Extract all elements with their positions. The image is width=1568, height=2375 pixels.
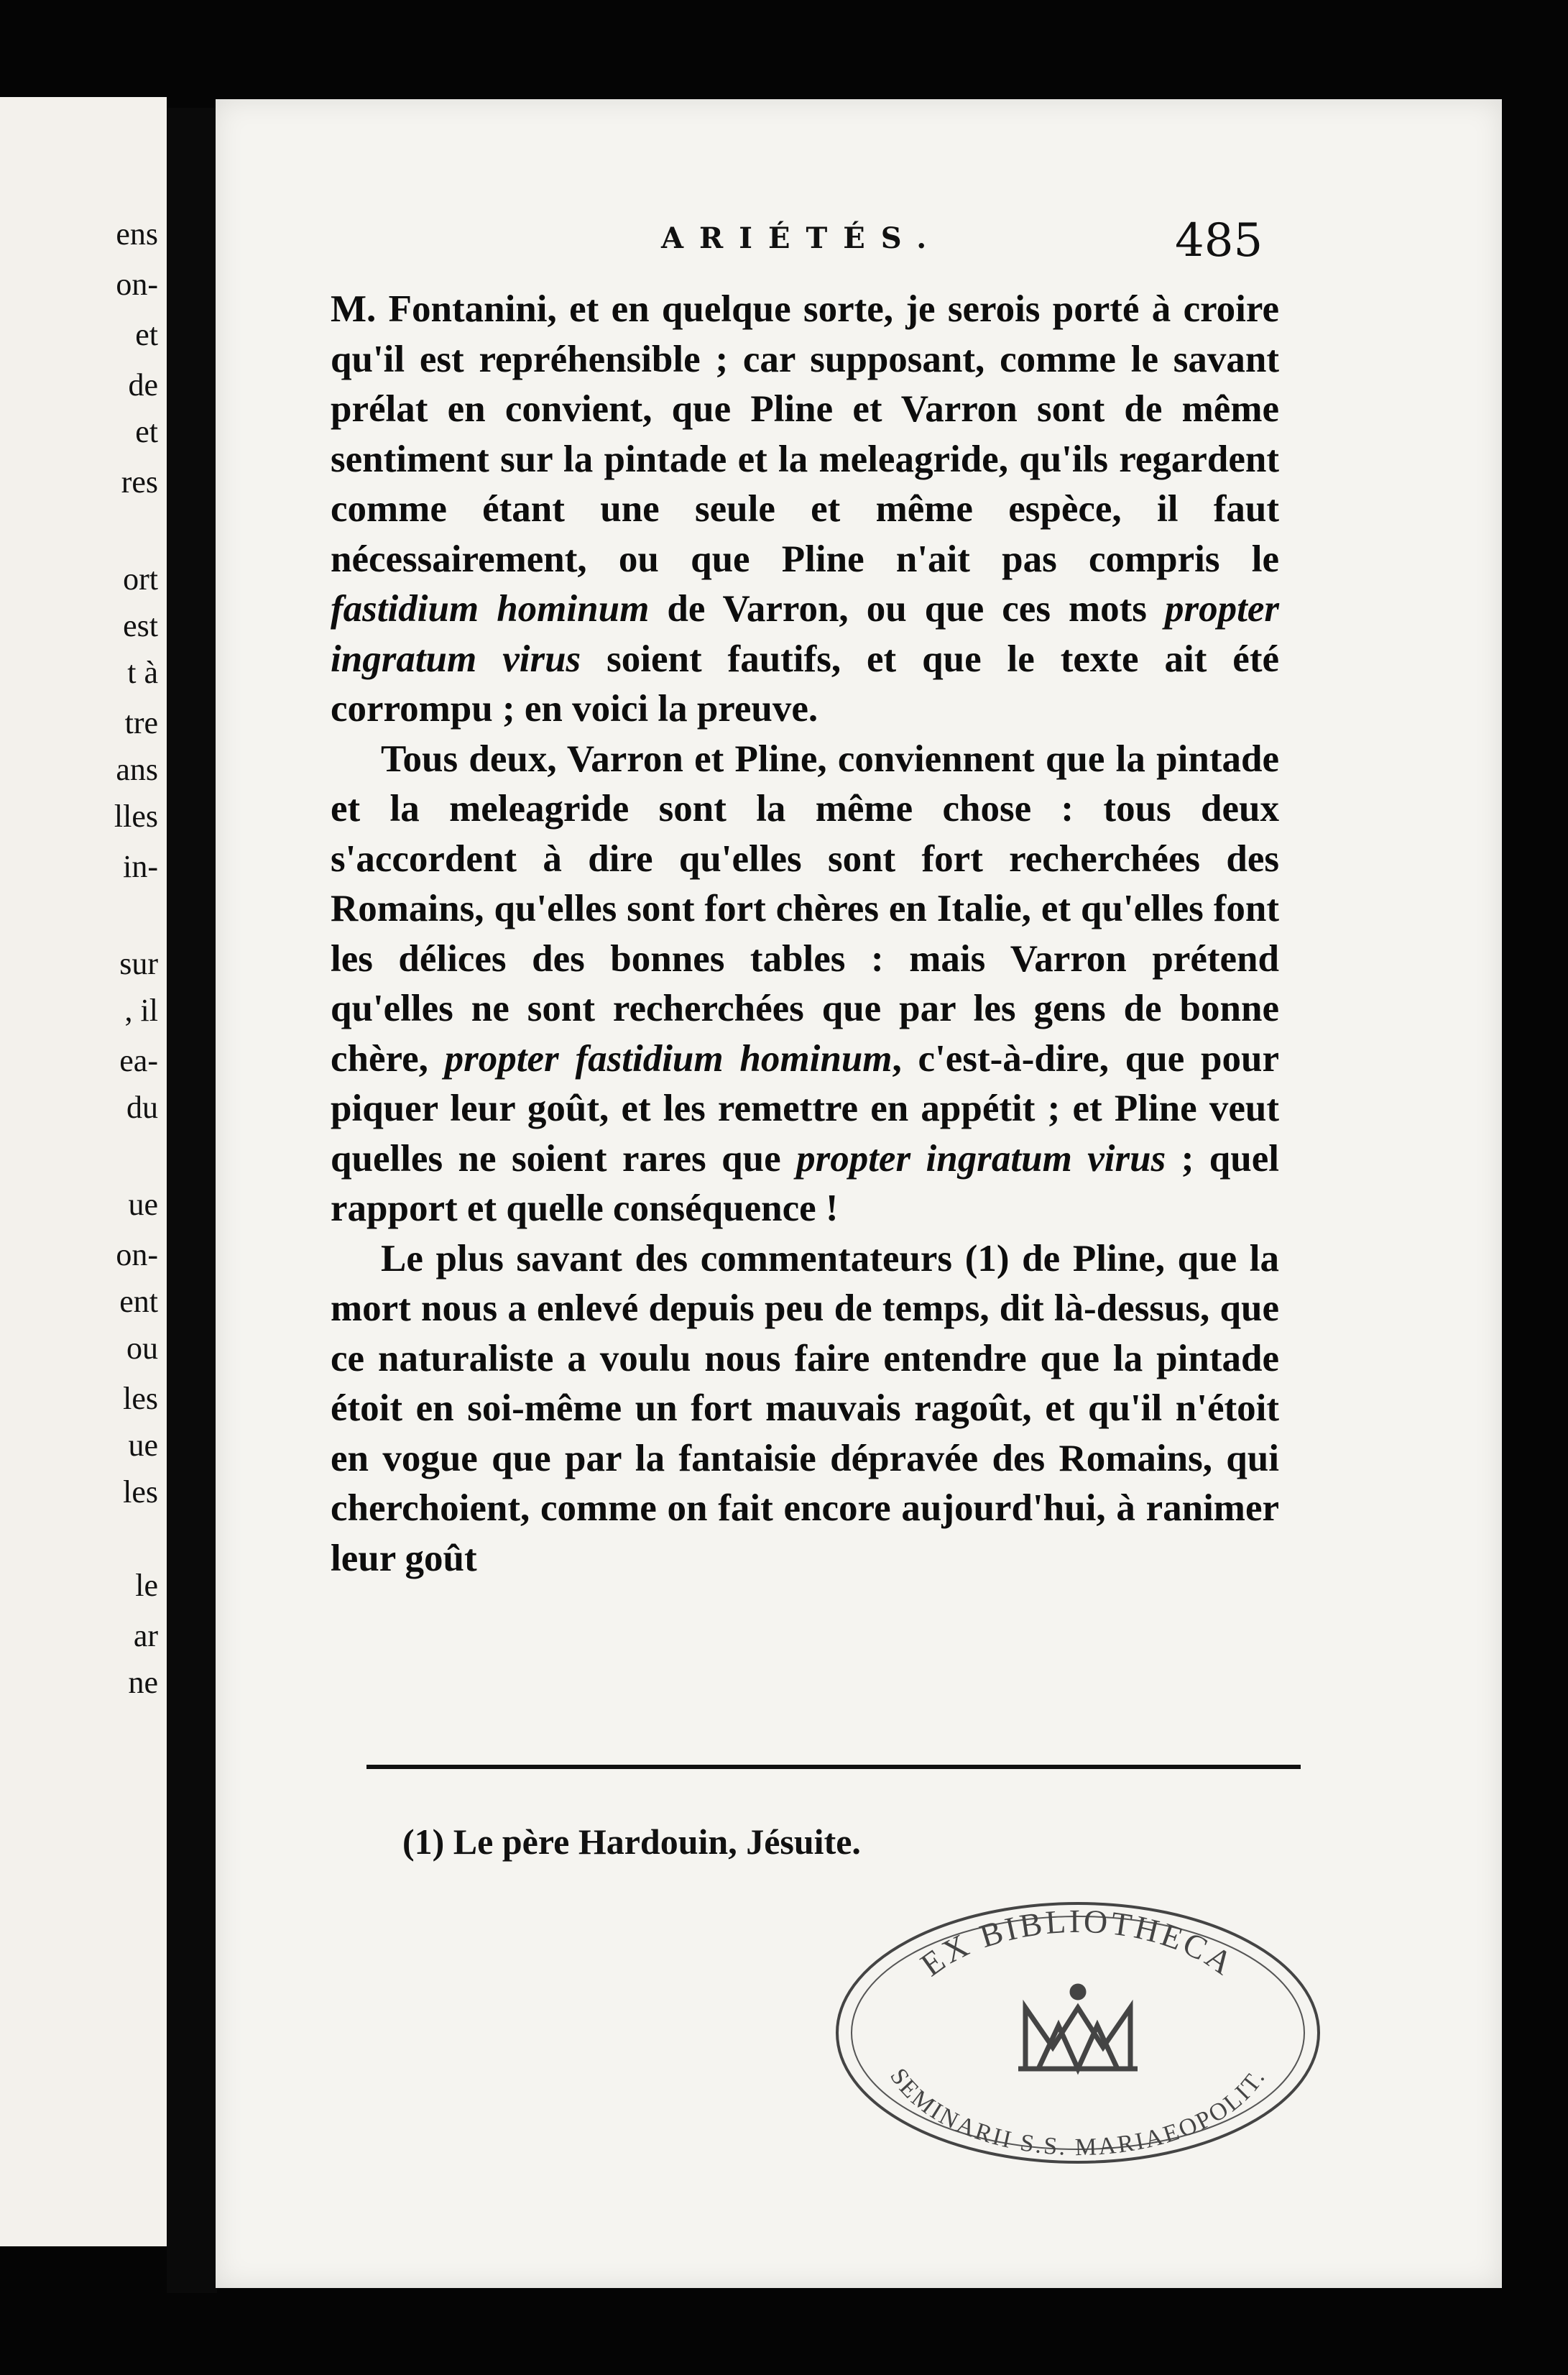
paragraph [331, 285, 1279, 735]
facing-page-fragment: et [135, 317, 158, 352]
italic-phrase: fastidium hominum [331, 588, 650, 630]
facing-page-fragment: ue [128, 1428, 158, 1463]
facing-page-fragment: de [128, 367, 158, 403]
facing-page-fragment: les [123, 1474, 158, 1510]
facing-page-fragment: ea- [119, 1043, 158, 1078]
facing-page-fragment: ue [128, 1187, 158, 1222]
italic-phrase: propter fastidium hominum [444, 1037, 893, 1080]
text-run: Le plus savant des commentateurs (1) de Pline, que la mort nous a enlevé depuis peu de temps, dit là-dessus, que ce naturaliste a voulu nous faire entendre que la pintade étoit en soi-même un fort mauvais ragoût, et qu'il n'étoit en vogue que par la fantaisie dépravée des Romains, qui cherchoient, comme on fait encore aujourd'hui, à ranimer leur goût [331, 1237, 1279, 1579]
facing-page-fragment: sur [119, 946, 158, 981]
footnote: (1) Le père Hardouin, Jésuite. [402, 1822, 861, 1862]
facing-page-fragment: est [123, 608, 158, 643]
facing-page-fragment: , il [124, 993, 158, 1028]
book-page [216, 99, 1502, 2288]
scan-border-bottom [0, 2293, 1568, 2375]
facing-page-fragment: ans [116, 752, 158, 787]
text-run: Tous deux, Varron et Pline, conviennent que la pintade et la meleagride sont la même chose : tous deux s'accordent à dire qu'elles sont fort recherchées des Romains, qu'elles sont fort chères en Italie, et qu'elles font les délices des bonnes tables : mais Varron prétend qu'elles ne sont recherchées que par les gens de bonne chère, [331, 738, 1279, 1080]
text-run: M. Fontanini, et en quelque sorte, je serois porté à croire qu'il est repréhensible ; car supposant, comme le savant prélat en convient, que Pline et Varron sont de même sentiment sur la pintade et la meleagride, qu'ils regardent comme étant une seule et même espèce, il faut nécessairement, ou que Pline n'ait pas compris le [331, 288, 1279, 580]
stamp-top-text: EX BIBLIOTHECA [913, 1902, 1242, 1984]
facing-page-fragment: ent [119, 1284, 158, 1319]
footnote-rule [366, 1765, 1301, 1769]
facing-page-fragment: ar [133, 1618, 158, 1653]
facing-page-fragment: les [123, 1381, 158, 1416]
facing-page-fragment: et [135, 414, 158, 449]
text-run: soient fautifs, et que le texte ait été corrompu ; en voici la preuve. [331, 638, 1279, 730]
facing-page-fragment: on- [116, 1237, 158, 1272]
paragraph [331, 1234, 1279, 1584]
facing-page-fragment: on- [116, 267, 158, 302]
facing-page-fragment: le [135, 1568, 158, 1603]
text-run: de Varron, ou que ces mots [649, 588, 1165, 630]
library-stamp [830, 1893, 1326, 2173]
text-run: , c'est-à-dire, que pour piquer leur goût, et les remettre en appétit ; et Pline veut quelles ne soient rares que [331, 1037, 1279, 1180]
facing-page-fragment: tre [124, 705, 158, 740]
facing-page-fragment: res [121, 464, 158, 500]
italic-phrase: propter ingratum virus [796, 1137, 1166, 1180]
facing-page-fragment: in- [123, 849, 158, 884]
stamp-bottom-text: SEMINARII S.S. MARIAEOPOLIT. [885, 2064, 1271, 2162]
facing-page-fragment: ne [128, 1665, 158, 1700]
facing-page-fragment: ou [126, 1331, 158, 1366]
facing-page-fragment: lles [114, 799, 158, 834]
book-gutter [167, 108, 217, 2293]
page-header [216, 214, 1502, 272]
facing-page-fragment: t à [127, 655, 158, 690]
paragraph [331, 735, 1279, 1234]
body-text [331, 285, 1279, 1584]
italic-phrase: propter ingratum virus [331, 588, 1279, 680]
text-run: ; quel rapport et quelle conséquence ! [331, 1137, 1279, 1229]
facing-page-fragment: ens [116, 216, 158, 252]
facing-page-fragment: ort [123, 561, 158, 597]
facing-page-left [0, 97, 167, 2246]
facing-page-fragment: du [126, 1090, 158, 1125]
stamp-monogram-icon [1018, 1986, 1138, 2069]
page-number: 485 [1175, 214, 1263, 267]
stamp-outer-ring [837, 1903, 1319, 2162]
running-title: ARIÉTÉS. [661, 221, 943, 255]
